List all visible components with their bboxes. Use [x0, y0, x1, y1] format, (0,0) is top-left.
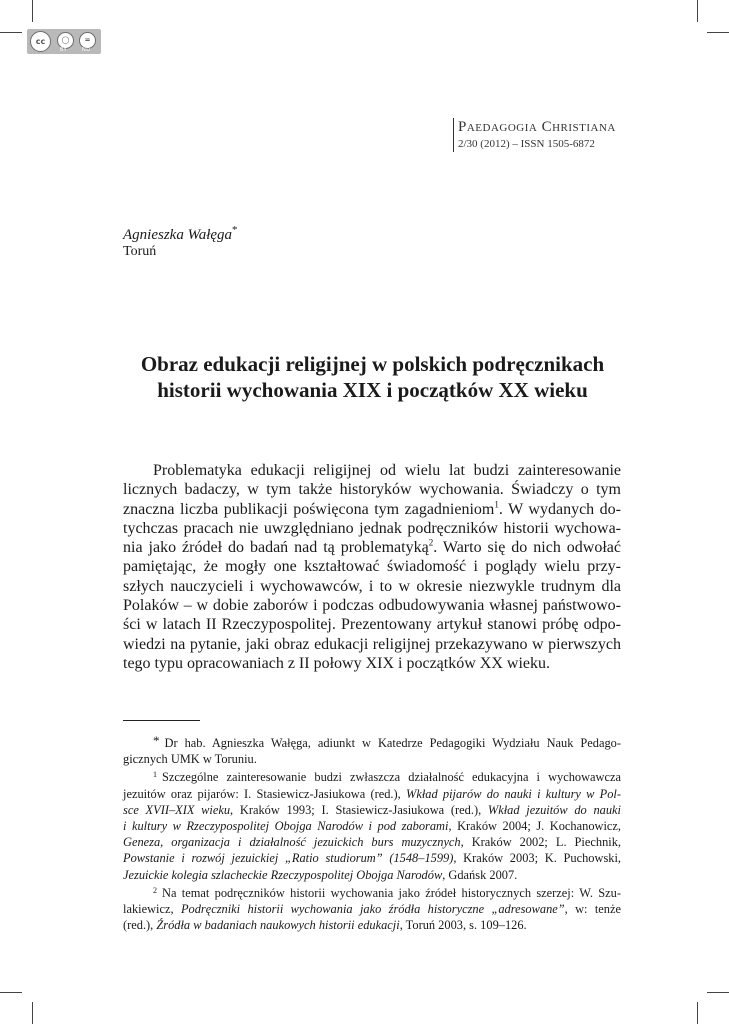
- body-paragraph: [123, 461, 621, 673]
- crop-mark-bottom-left: [32, 1002, 33, 1024]
- license-nd-label: ND: [82, 47, 91, 53]
- footnote-line: [123, 850, 621, 866]
- author-name: [123, 224, 238, 244]
- footnote-text: Dr hab. Agnieszka Wałęga, adiunkt w Katedrze Pedagogiki Wydziału Nauk Pedago-: [164, 736, 621, 750]
- footnote-line: [123, 802, 621, 818]
- author-city: Toruń: [123, 244, 157, 259]
- footnote-text: , Kraków 2003; K. Puchowski,: [453, 851, 621, 866]
- article-title: [100, 351, 645, 403]
- footnote-line: [123, 867, 621, 883]
- license-by-label: BY: [60, 47, 68, 53]
- footnote-marker: 2: [153, 885, 157, 895]
- crop-mark-top-right-h: [707, 32, 729, 33]
- cc-icon: cc: [30, 31, 51, 52]
- body-line: Polaków – w dobie zaborów i podczas odbudowywania własnej państwowo-: [123, 597, 621, 615]
- footnote-ref-2[interactable]: 2: [428, 537, 434, 548]
- body-line: szłych nauczycieli i wychowawców, i to w okresie niezwykle trudnym dla: [123, 577, 621, 595]
- article-title-line-2: historii wychowania XIX i początków XX wieku: [157, 378, 588, 402]
- footnote-author: [123, 733, 621, 767]
- crop-mark-bottom-right-h: [707, 992, 729, 993]
- crop-mark-bottom-left-h: [0, 992, 22, 993]
- crop-mark-top-left: [32, 0, 33, 22]
- footnote-line: [123, 834, 621, 850]
- body-line: Problematyka edukacji religijnej od wielu lat budzi zainteresowanie: [153, 462, 621, 479]
- journal-header: [453, 118, 616, 152]
- footnote-text: , Gdańsk 2007.: [442, 867, 518, 882]
- person-icon: ◯: [57, 32, 74, 49]
- footnote-line: [123, 786, 621, 802]
- footnote-text: , Kraków 1993; I. Stasiewicz-Jasiukowa (red.),: [230, 802, 488, 817]
- footnote-citation-title: Wkład jezuitów do nauki: [487, 802, 622, 817]
- body-text: . Warto się do nich odwołać: [433, 539, 621, 557]
- footnote-text: , Toruń 2003, s. 109–126.: [399, 918, 527, 933]
- footnote-citation-title: Jezuickie kolegia szlacheckie Rzeczypospolitej Obojga Narodów: [123, 867, 443, 882]
- footnote-text: jezuitów oraz pijarów: I. Stasiewicz-Jasiukowa (red.),: [123, 786, 406, 801]
- footnote-ref-1[interactable]: 1: [494, 499, 499, 510]
- footnote-marker: *: [153, 733, 160, 748]
- footnote-line: [123, 901, 621, 917]
- footnote-text: , Kraków 2002; L. Piechnik,: [460, 835, 621, 850]
- footnote-citation-title: i kultury w Rzeczypospolitej Obojga Narodów i pod zaborami: [123, 819, 449, 834]
- footnotes: [123, 733, 621, 933]
- body-line: [123, 538, 621, 557]
- footnote-text: (red.),: [123, 918, 157, 933]
- footnote-text: , w: tenże: [564, 902, 621, 917]
- crop-mark-bottom-right: [697, 1002, 698, 1024]
- body-line: [123, 500, 621, 519]
- journal-title: Paedagogia Christiana: [458, 119, 616, 135]
- footnote-text: Szczególne zainteresowanie budzi zwłaszcza działalność edukacyjna i wychowawcza: [162, 770, 621, 785]
- body-line: tychczas pracach nie uwzględniano jednak podręczników historii wychowa-: [123, 519, 621, 537]
- footnote-1: [123, 767, 621, 882]
- cc-license-badge: [27, 29, 101, 54]
- footnote-text: lakiewicz,: [123, 902, 181, 917]
- footnote-text: Na temat podręczników historii wychowania jako źródeł historycznych szerzej: W. Szu-: [162, 885, 621, 900]
- footnote-line: [123, 733, 621, 751]
- body-line: ści w latach II Rzeczypospolitej. Prezentowany artykuł stanowi próbę odpo-: [123, 616, 621, 634]
- author-footnote-marker[interactable]: *: [232, 224, 238, 236]
- crop-mark-top-left-h: [0, 32, 22, 33]
- footnote-citation-title: Podręczniki historii wychowania jako źródła historyczne „adresowane”: [180, 902, 565, 917]
- body-line: licznych badaczy, w tym także historyków wychowania. Świadczy o tym: [123, 481, 621, 499]
- footnote-2: [123, 883, 621, 934]
- body-text: . W wydanych do-: [498, 500, 621, 518]
- footnote-citation-title: sce XVII–XIX wieku: [123, 802, 231, 817]
- crop-mark-top-right: [697, 0, 698, 22]
- footnote-citation-title: Geneza, organizacja i działalność jezuickich burs muzycznych: [123, 835, 461, 850]
- body-line: tego typu opracowaniach z II połowy XIX i początków XX wieku.: [123, 654, 550, 672]
- footnote-text: , Kraków 2004; J. Kochanowicz,: [448, 819, 622, 834]
- footnote-line: [123, 767, 621, 785]
- body-line: pamiętając, że mogły one kształtować świadomość i poglądy wielu przy-: [123, 558, 621, 576]
- footnote-citation-title: Powstanie i rozwój jezuickiej „Ratio studiorum” (1548–1599): [123, 851, 454, 866]
- footnote-marker: 1: [153, 770, 157, 780]
- footnote-line: [123, 883, 621, 901]
- footnote-citation-title: Wkład pijarów do nauki i kultury w Pol-: [406, 786, 622, 801]
- body-line: wiedzi na pytanie, jaki obraz edukacji religijnej przekazywano w pierwszych: [123, 635, 621, 653]
- footnote-separator: [123, 720, 200, 721]
- footnote-line: [123, 917, 621, 933]
- author-name-text: Agnieszka Wałęga: [123, 227, 233, 243]
- footnote-line: gicznych UMK w Toruniu.: [123, 752, 257, 767]
- footnote-line: [123, 818, 621, 834]
- journal-issue: 2/30 (2012) – ISSN 1505-6872: [458, 138, 595, 150]
- equals-icon: =: [79, 32, 96, 49]
- body-text: nia jako źródeł do badań nad tą problematyką: [123, 539, 429, 557]
- article-title-line-1: Obraz edukacji religijnej w polskich podręcznikach: [140, 352, 605, 376]
- footnote-citation-title: Źródła w badaniach naukowych historii edukacji: [156, 918, 400, 933]
- body-text: znaczna liczba publikacji poświęcona tym zagadnieniom: [123, 500, 495, 518]
